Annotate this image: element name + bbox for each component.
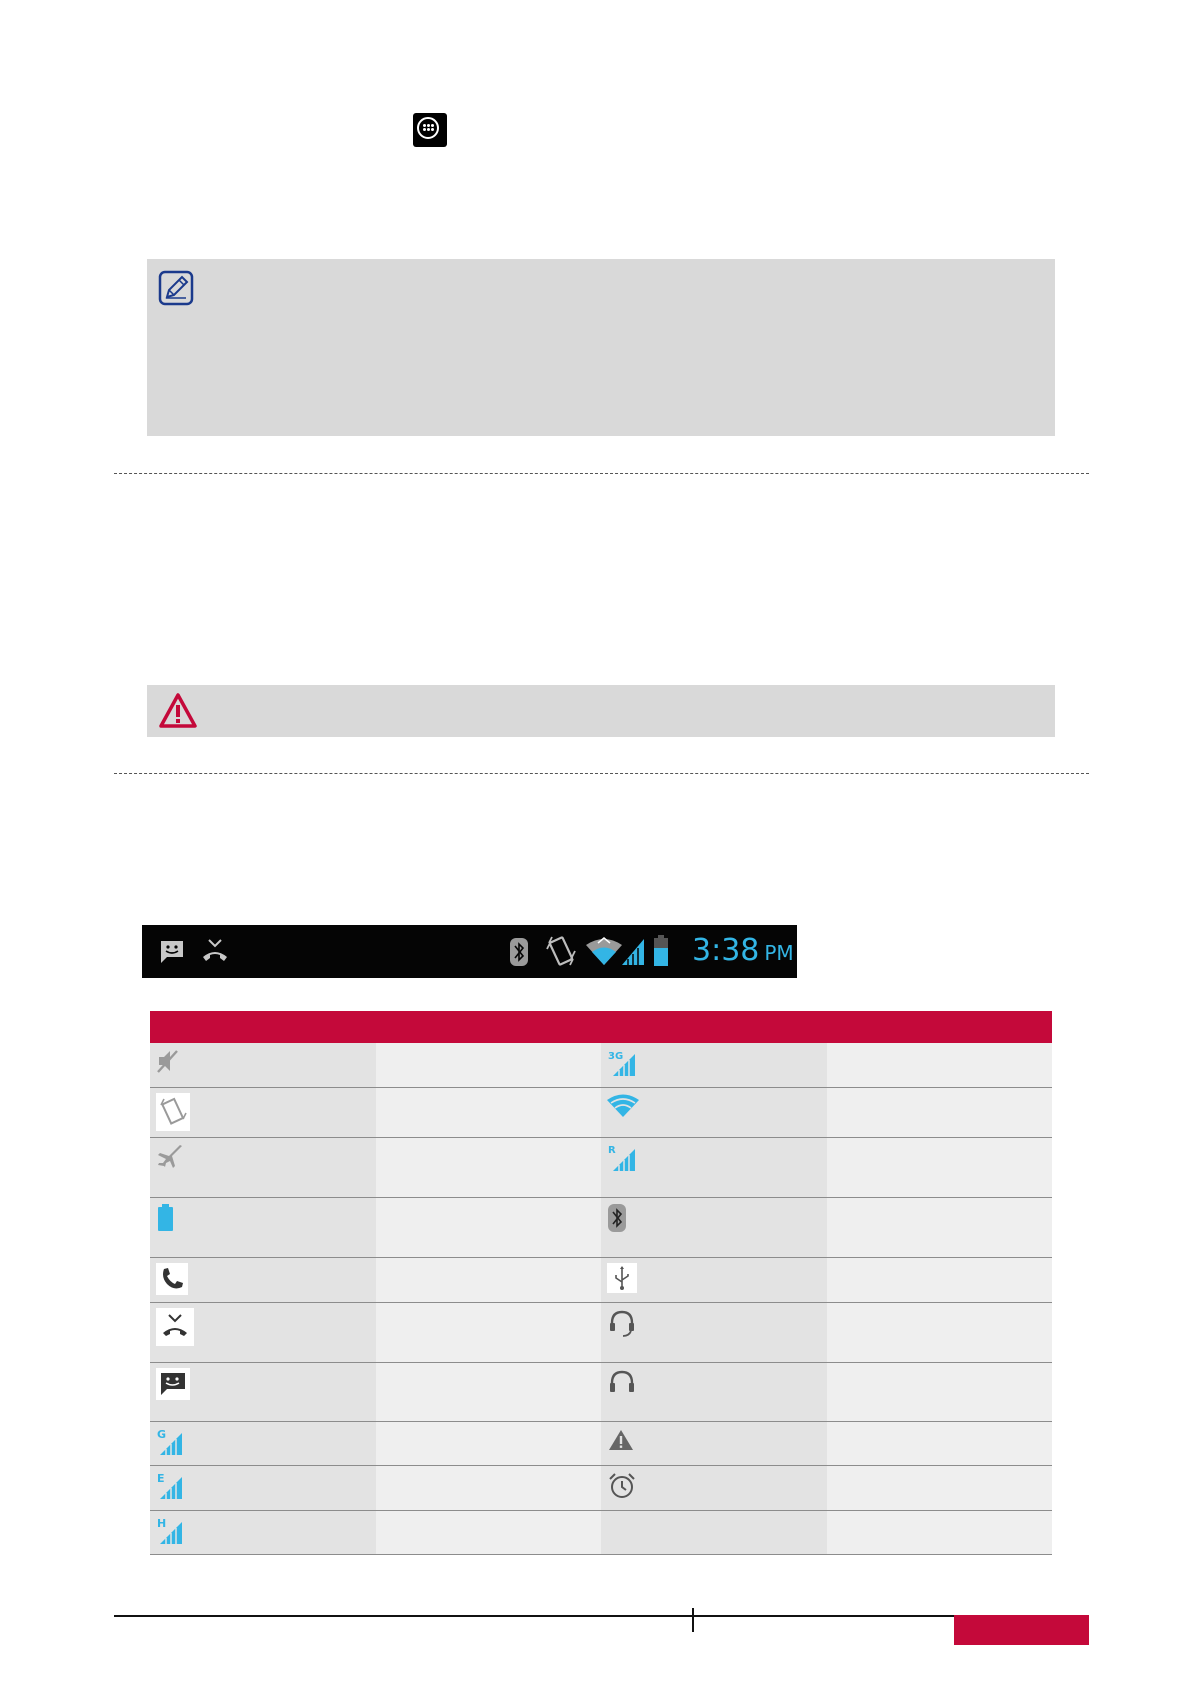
missed-call-icon [202, 937, 228, 965]
wifi-icon [586, 937, 622, 967]
svg-text:E: E [157, 1471, 165, 1485]
section-divider [114, 773, 1089, 774]
table-row [150, 1302, 1052, 1362]
alarm-icon [607, 1471, 637, 1501]
table-row [150, 1197, 1052, 1257]
table-row [150, 1465, 1052, 1510]
warning-icon [158, 692, 198, 730]
note-box [147, 259, 1055, 436]
svg-text:G: G [157, 1427, 167, 1441]
clock: 3:38 PM [692, 933, 794, 968]
table-row [150, 1043, 1052, 1087]
svg-text:R: R [608, 1144, 616, 1156]
usb-icon [607, 1263, 637, 1293]
svg-text:H: H [157, 1516, 167, 1530]
status-icon-table [150, 1011, 1052, 1555]
battery-icon [652, 934, 670, 968]
table-row [150, 1087, 1052, 1137]
call-in-progress-icon [156, 1263, 188, 1295]
wifi-icon [607, 1093, 639, 1119]
svg-text:3G: 3G [608, 1051, 624, 1062]
page-number-tab [954, 1615, 1089, 1645]
new-message-icon [159, 939, 185, 965]
warning-icon [607, 1427, 635, 1453]
section-divider [114, 473, 1089, 474]
missed-call-icon [156, 1308, 194, 1346]
bluetooth-icon [607, 1203, 627, 1233]
note-pencil-icon [158, 270, 194, 306]
vibrate-icon [156, 1093, 190, 1131]
hspa-signal-icon [156, 1516, 184, 1546]
table-row [150, 1510, 1052, 1554]
headphones-icon [607, 1368, 637, 1396]
gprs-signal-icon [156, 1427, 184, 1457]
table-header-row [150, 1011, 1052, 1043]
edge-signal-icon [156, 1471, 184, 1501]
footer-rule [114, 1615, 1089, 1617]
table-header [150, 1011, 1052, 1043]
new-message-icon [156, 1368, 190, 1400]
headset-with-mic-icon [607, 1308, 637, 1338]
roaming-signal-icon [607, 1143, 637, 1173]
battery-icon [156, 1203, 176, 1233]
table-row [150, 1362, 1052, 1421]
table-row [150, 1257, 1052, 1302]
apps-icon [413, 113, 447, 147]
table-row [150, 1137, 1052, 1197]
signal-icon [620, 937, 646, 967]
vibrate-icon [546, 933, 576, 969]
silent-mode-icon [156, 1048, 180, 1074]
footer-separator [692, 1608, 694, 1632]
status-bar [142, 925, 797, 978]
3g-signal-icon [607, 1048, 637, 1078]
bluetooth-icon [509, 937, 529, 967]
airplane-mode-icon [156, 1143, 182, 1169]
table-row [150, 1421, 1052, 1465]
warning-box [147, 685, 1055, 737]
